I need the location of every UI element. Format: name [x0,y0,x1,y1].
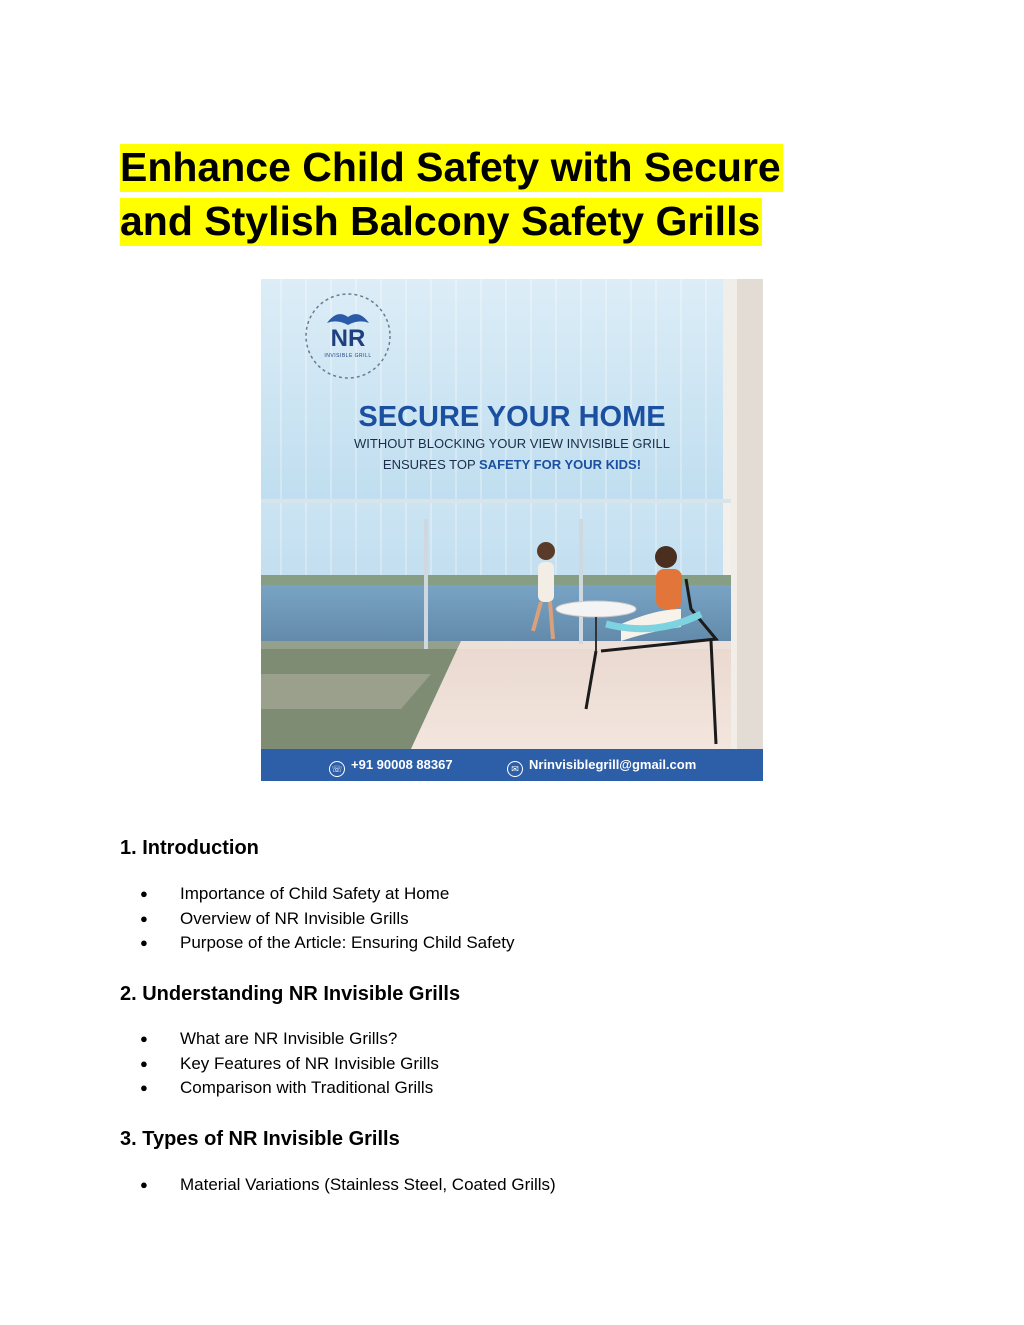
section-heading: 1. Introduction [120,837,259,859]
bullet-list [140,882,515,956]
poster-headline: SECURE YOUR HOME [358,401,666,433]
poster-email [507,749,696,781]
list-item-text: Comparison with Traditional Grills [180,1078,434,1097]
bullet-icon: ● [140,910,148,926]
poster-phone-number: +91 90008 88367 [351,757,453,772]
logo-text: NR [330,325,366,352]
title-line-1: Enhance Child Safety with Secure [120,144,781,190]
poster-phone [329,749,453,781]
page-title [120,140,840,248]
mail-icon: ✉ [507,761,523,777]
list-item [140,1173,556,1198]
bullet-icon: ● [140,1055,148,1071]
list-item [140,931,515,956]
bullet-list [140,1027,439,1101]
list-item-text: Material Variations (Stainless Steel, Coated Grills) [180,1175,556,1194]
list-item [140,1076,439,1101]
bullet-icon: ● [140,1031,148,1046]
logo-subtext: INVISIBLE GRILL [324,353,372,359]
list-item [140,1027,439,1052]
bullet-icon: ● [140,935,148,950]
poster-line-2 [261,456,763,474]
bullet-icon: ● [140,886,148,901]
list-item [140,907,515,932]
title-line-2: and Stylish Balcony Safety Grills [120,198,761,244]
section-heading: 3. Types of NR Invisible Grills [120,1128,400,1150]
bullet-icon: ● [140,1177,148,1192]
bullet-list [140,1173,556,1198]
poster-contact-bar [261,749,763,781]
poster-email-address: Nrinvisiblegrill@gmail.com [529,757,697,772]
list-item-text: Key Features of NR Invisible Grills [180,1053,439,1073]
bullet-icon: ● [140,1080,148,1095]
list-item-text: Overview of NR Invisible Grills [180,908,409,928]
list-item-text: Importance of Child Safety at Home [180,884,450,903]
poster-line-2-prefix: ENSURES TOP [382,457,480,472]
list-item [140,882,515,907]
phone-icon: ☏ [329,761,345,777]
poster-line-2-emphasis: SAFETY FOR YOUR KIDS! [479,457,642,472]
list-item-text: Purpose of the Article: Ensuring Child Safety [180,933,515,952]
list-item [140,1052,439,1077]
brand-logo [299,287,397,385]
section-heading: 2. Understanding NR Invisible Grills [120,983,461,1005]
poster-line-1: WITHOUT BLOCKING YOUR VIEW INVISIBLE GRILL [354,436,670,451]
list-item-text: What are NR Invisible Grills? [180,1029,398,1048]
promo-poster-image [261,279,763,781]
